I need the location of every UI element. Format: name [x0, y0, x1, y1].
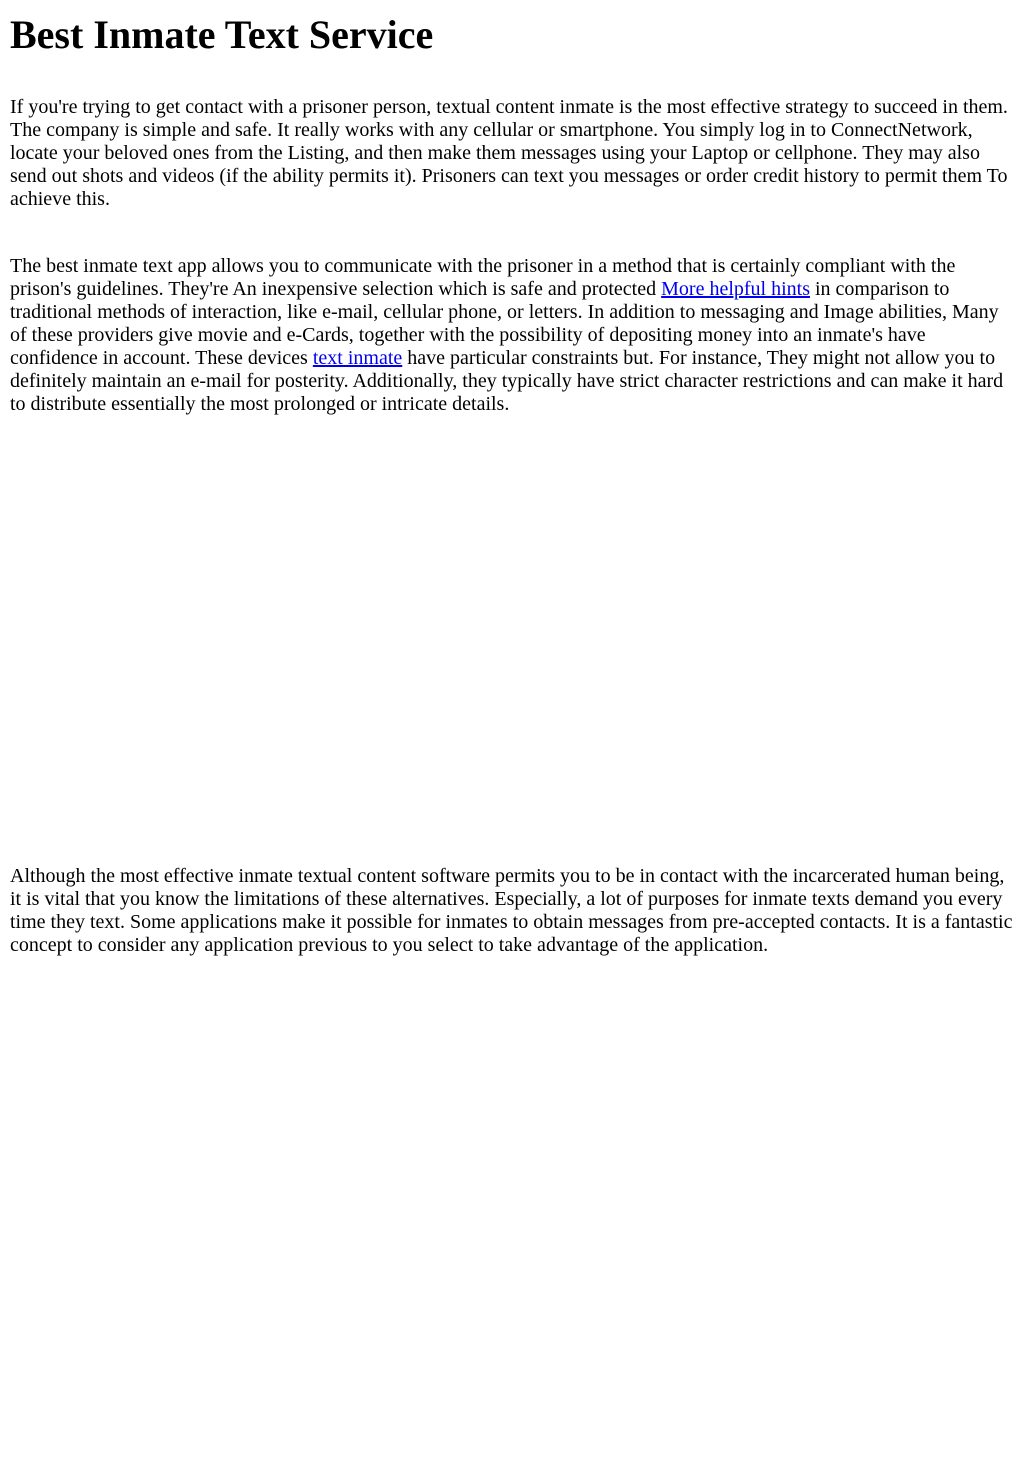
paragraph-2-text-part-3: have particular constraints but. For instance, They might not allow you to definitely maintain an e-mail for posterity. Additionally, they typically have strict character restrictions and can make it hard to distribute essentially the most prolonged or intricate details. — [10, 347, 1004, 415]
article-page — [0, 12, 1024, 957]
article-paragraph-2 — [10, 255, 1014, 416]
article-paragraph-1: If you're trying to get contact with a prisoner person, textual content inmate is the most effective strategy to succeed in them. The company is simple and safe. It really works with any cellular or smartphone. You simply log in to ConnectNetwork, locate your beloved ones from the Listing, and then make them messages using your Laptop or cellphone. They may also send out shots and videos (if the ability permits it). Prisoners can text you messages or order credit history to permit them To achieve this. — [10, 96, 1008, 210]
more-helpful-hints-link[interactable]: More helpful hints — [661, 278, 810, 300]
paragraph-2-text-part-2: in comparison to traditional methods of interaction, like e-mail, cellular phone, or letters. In addition to messaging and Image abilities, Many of these providers give movie and e-Cards, together with the possibility of depositing money into an inmate's have confidence in account. These devices — [10, 278, 999, 369]
article-paragraph-3: Although the most effective inmate textual content software permits you to be in contact with the incarcerated human being, it is vital that you know the limitations of these alternatives. Especially, a lot of purposes for inmate texts demand you every time they text. Some applications make it possible for inmates to obtain messages from pre-accepted contacts. It is a fantastic concept to consider any application previous to you select to take advantage of the application. — [10, 865, 1013, 956]
text-inmate-link[interactable]: text inmate — [312, 347, 403, 369]
paragraph-2-text-part-1: The best inmate text app allows you to communicate with the prisoner in a method that is certainly compliant with the prison's guidelines. They're An inexpensive selection which is safe and protected — [10, 255, 956, 300]
page-title: Best Inmate Text Service — [10, 12, 434, 57]
